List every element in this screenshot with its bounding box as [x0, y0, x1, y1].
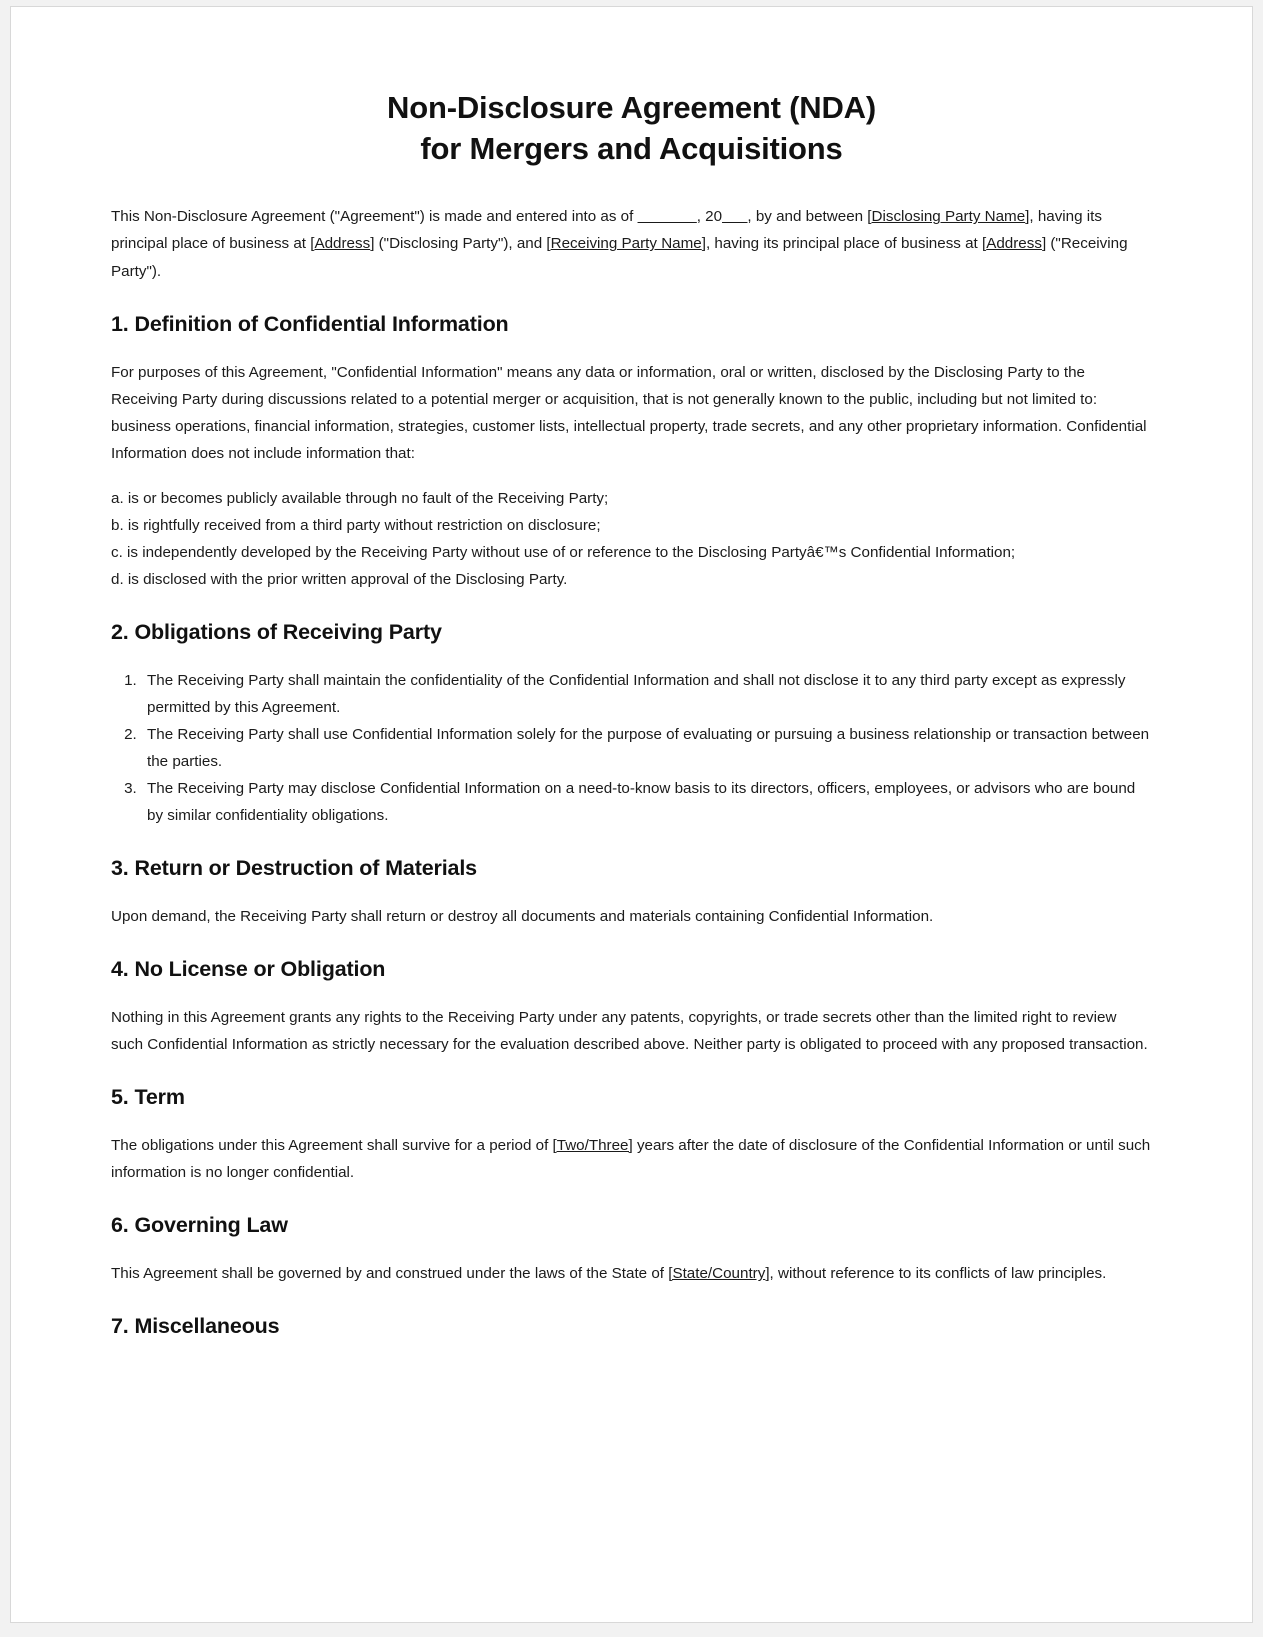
section-1-body: For purposes of this Agreement, "Confidential Information" means any data or information, oral or written, disclosed by the Disclosing Party to the Receiving Party during discussions related to a potential merger or acquisition, that is not generally known to the public, including but not limited to: business operations, financial information, strategies, customer lists, intellectual property, trade secrets, and any other proprietary information. Confidential Information does not include information that: [111, 363, 1147, 462]
term-text-part-1: The obligations under this Agreement shall survive for a period of [111, 1137, 553, 1155]
list-item: 2. The Receiving Party shall use Confidential Information solely for the purpose of evaluating or pursuing a business relationship or transaction between the parties. [141, 721, 1152, 775]
document-page [10, 6, 1253, 1623]
intro-text-part-1: This Non-Disclosure Agreement ("Agreement") is made and entered into as of [111, 208, 638, 226]
title-line-1: Non-Disclosure Agreement (NDA) [387, 90, 876, 125]
term-duration-placeholder: [Two/Three] [552, 1137, 633, 1155]
intro-text-part-7: ] ("Receiving Party"). [111, 235, 1128, 280]
intro-text-part-5: ] ("Disclosing Party"), and [ [370, 235, 551, 253]
receiving-party-name-placeholder: Receiving Party Name [550, 235, 702, 253]
section-heading-3: 3. Return or Destruction of Materials [111, 856, 477, 881]
list-item: c. is independently developed by the Receiving Party without use of or reference to the Disclosing Partyâ€™s Confidential Information; [111, 543, 1016, 561]
section-1-exclusions-list [111, 485, 1152, 593]
governing-state-placeholder: [State/Country [668, 1265, 766, 1283]
page-title [111, 87, 1152, 169]
disclosing-party-name-placeholder: Disclosing Party Name [871, 208, 1026, 226]
section-heading-5: 5. Term [111, 1085, 185, 1110]
year-blank: ___ [722, 208, 748, 226]
section-heading-6: 6. Governing Law [111, 1213, 288, 1238]
list-item: 1. The Receiving Party shall maintain the confidentiality of the Confidential Information and shall not disclose it to any third party except as expressly permitted by this Agreement. [141, 667, 1152, 721]
list-item: b. is rightfully received from a third party without restriction on disclosure; [111, 516, 601, 534]
intro-text-part-3: , by and between [ [747, 208, 872, 226]
section-heading-4: 4. No License or Obligation [111, 957, 386, 982]
section-2-obligations-list [111, 667, 1152, 829]
list-item: a. is or becomes publicly available through no fault of the Receiving Party; [111, 489, 609, 507]
intro-text-part-4: ], having its principal place of business at [ [111, 208, 1102, 253]
date-blank: _______ [637, 208, 697, 226]
list-item: 3. The Receiving Party may disclose Confidential Information on a need-to-know basis to its directors, officers, employees, or advisors who are bound by similar confidentiality obligations. [141, 775, 1152, 829]
intro-text-part-2: , 20 [696, 208, 723, 226]
intro-paragraph [111, 203, 1152, 284]
section-heading-2: 2. Obligations of Receiving Party [111, 619, 442, 644]
intro-text-part-6: ], having its principal place of business at [ [701, 235, 987, 253]
list-item: d. is disclosed with the prior written approval of the Disclosing Party. [111, 570, 568, 588]
law-text-part-1: This Agreement shall be governed by and construed under the laws of the State of [111, 1265, 669, 1283]
title-line-2: for Mergers and Acquisitions [420, 131, 843, 167]
section-6-body [111, 1260, 1152, 1287]
disclosing-party-address-placeholder: Address [314, 235, 371, 253]
term-text-part-2: years after the date of disclosure of the Confidential Information or until such information is no longer confidential. [111, 1137, 1151, 1182]
section-3-body: Upon demand, the Receiving Party shall return or destroy all documents and materials containing Confidential Information. [111, 908, 934, 926]
section-4-body: Nothing in this Agreement grants any rights to the Receiving Party under any patents, copyrights, or trade secrets other than the limited right to review such Confidential Information as strictly necessary for the evaluation described above. Neither party is obligated to proceed with any proposed transaction. [111, 1009, 1148, 1054]
section-5-body [111, 1132, 1152, 1186]
section-heading-1: 1. Definition of Confidential Information [111, 311, 509, 336]
section-heading-7: 7. Miscellaneous [111, 1314, 280, 1339]
receiving-party-address-placeholder: Address [986, 235, 1042, 253]
law-text-part-2: ], without reference to its conflicts of law principles. [765, 1265, 1107, 1283]
